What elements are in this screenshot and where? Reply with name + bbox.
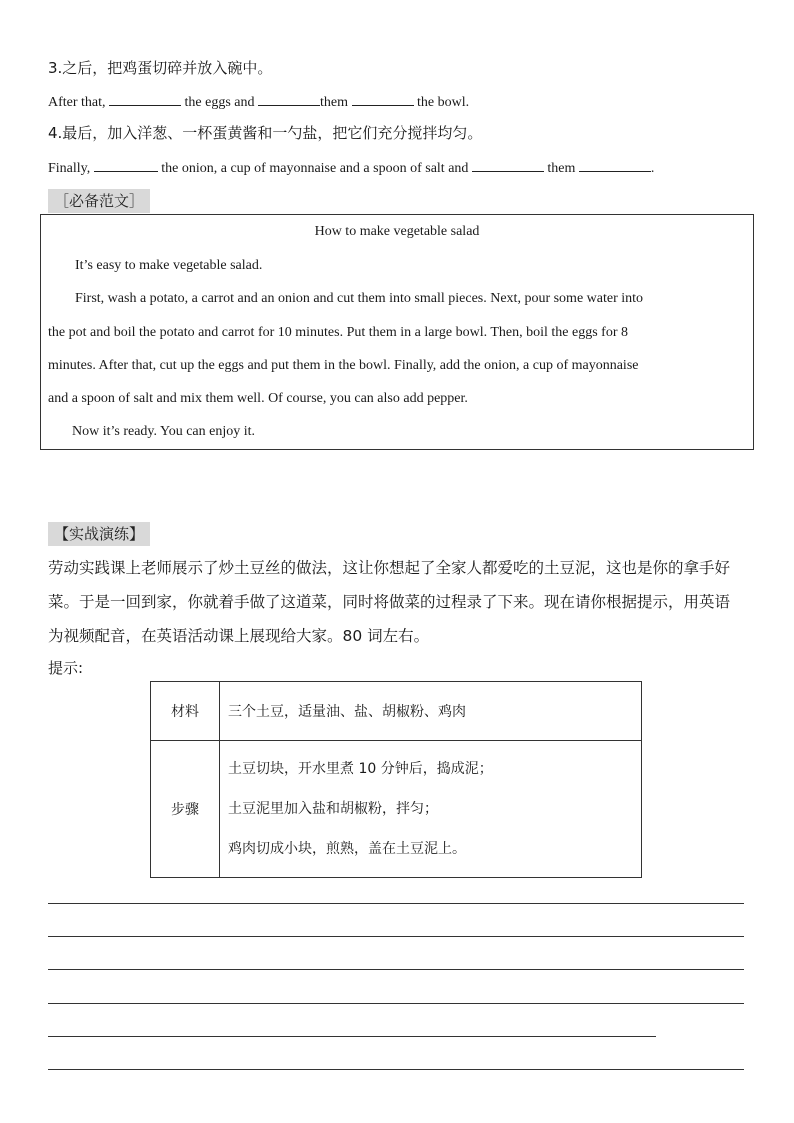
hint-label: 提示: (48, 659, 84, 677)
task4-chinese: 4.最后，加入洋葱、一杯蛋黄酱和一勺盐，把它们充分搅拌均匀。 (48, 124, 483, 142)
task3-text-b: the eggs and (184, 95, 255, 110)
task3-blank-3[interactable] (352, 91, 414, 106)
materials-row (151, 682, 642, 741)
step-item: 土豆泥里加入盐和胡椒粉，拌匀； (228, 801, 438, 817)
task4-blank-3[interactable] (579, 157, 651, 172)
writing-line[interactable] (48, 1003, 744, 1004)
model-essay-line: and a spoon of salt and mix them well. Of course, you can also add pepper. (48, 391, 468, 406)
steps-content (220, 741, 642, 878)
task4-text-b: the onion, a cup of mayonnaise and a spoon of salt and (161, 161, 469, 176)
model-essay-line: First, wash a potato, a carrot and an onion and cut them into small pieces. Next, pour some water into (75, 291, 644, 306)
materials-label: 材料 (151, 682, 220, 741)
model-essay-line: Now it’s ready. You can enjoy it. (72, 424, 256, 439)
task4-blank-1[interactable] (94, 157, 158, 172)
task3-blank-2[interactable] (258, 91, 320, 106)
writing-line[interactable] (48, 936, 744, 937)
task3-chinese: 3.之后，把鸡蛋切碎并放入碗中。 (48, 59, 273, 77)
step-item: 土豆切块，开水里煮 10 分钟后，捣成泥； (228, 761, 493, 777)
task3-text-a: After that, (48, 95, 106, 110)
writing-line[interactable] (48, 969, 744, 970)
materials-content: 三个土豆，适量油、盐、胡椒粉、鸡肉 (220, 682, 642, 741)
practice-tag: 【实战演练】 (48, 522, 150, 546)
practice-prompt-line: 为视频配音，在英语活动课上展现给大家。80 词左右。 (48, 627, 430, 645)
writing-line[interactable] (48, 1036, 656, 1037)
task4-text-d: . (650, 161, 655, 176)
model-essay-title: How to make vegetable salad (314, 224, 480, 239)
step-item: 鸡肉切成小块，煎熟，盖在土豆泥上。 (228, 841, 466, 857)
steps-row (151, 741, 642, 878)
task3-blank-1[interactable] (109, 91, 181, 106)
model-essay-line: the pot and boil the potato and carrot for 10 minutes. Put them in a large bowl. Then, boil the eggs for 8 (48, 325, 628, 340)
task3-text-c: them (320, 95, 349, 110)
model-essay-line: minutes. After that, cut up the eggs and put them in the bowl. Finally, add the onion, a cup of mayonnaise (48, 358, 639, 373)
task4-english (48, 157, 654, 177)
task3-text-d: the bowl. (417, 95, 470, 110)
hint-table (150, 681, 642, 878)
practice-prompt-line: 劳动实践课上老师展示了炒土豆丝的做法，这让你想起了全家人都爱吃的土豆泥，这也是你的拿手好 (48, 559, 731, 577)
writing-line[interactable] (48, 903, 744, 904)
writing-line[interactable] (48, 1069, 744, 1070)
task3-english (48, 91, 469, 111)
model-essay-line: It’s easy to make vegetable salad. (75, 258, 263, 273)
task4-blank-2[interactable] (472, 157, 544, 172)
task4-text-a: Finally, (48, 161, 91, 176)
model-essay-box (40, 214, 754, 450)
steps-label: 步骤 (151, 741, 220, 878)
task4-text-c: them (547, 161, 576, 176)
model-essay-tag: ［必备范文］ (48, 189, 150, 213)
practice-prompt-line: 菜。于是一回到家，你就着手做了这道菜，同时将做菜的过程录了下来。现在请你根据提示，用英语 (48, 593, 731, 611)
